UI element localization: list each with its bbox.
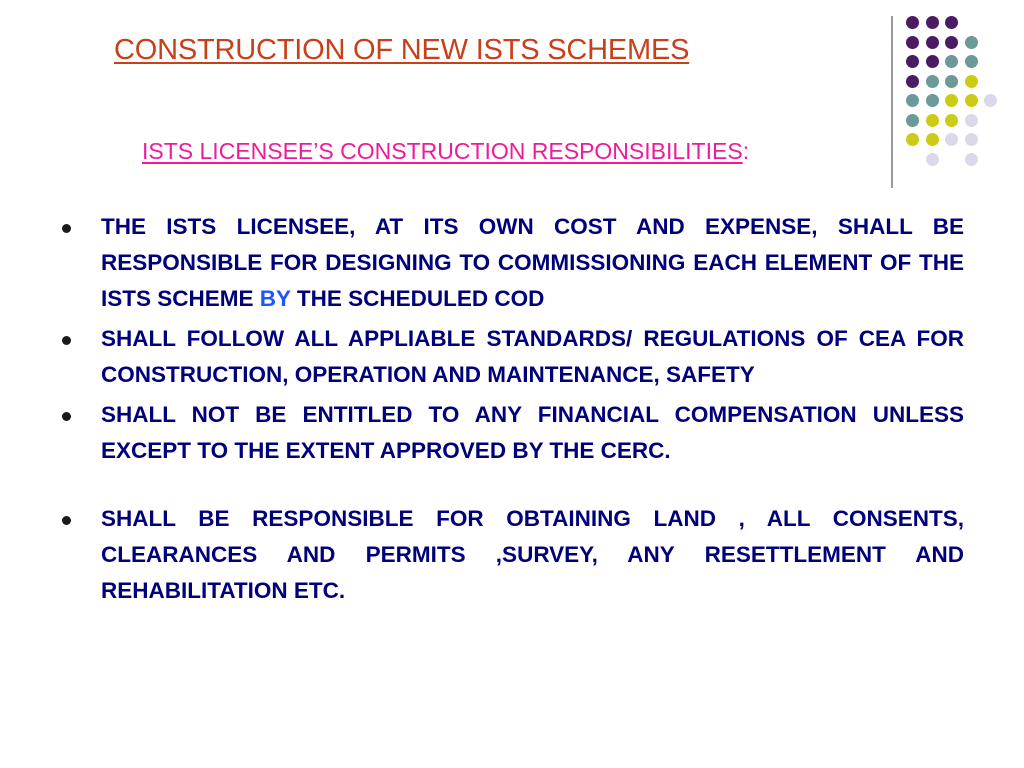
decorative-dot [965,114,978,127]
decorative-dot [945,114,958,127]
bullet-item [62,321,964,393]
bullet-item [62,397,964,469]
bullet-list [62,209,964,613]
decorative-dot [926,75,939,88]
subtitle-text: ISTS LICENSEE’S CONSTRUCTION RESPONSIBILITIES [142,138,743,164]
decorative-dot [965,94,978,107]
decorative-dot [926,133,939,146]
bullet-tail: THE SCHEDULED COD [296,286,545,311]
bullet-marker-icon [62,516,71,525]
decorative-dot [926,16,939,29]
decorative-dot [926,55,939,68]
decorative-dot [965,133,978,146]
decorative-dot [945,16,958,29]
decorative-dot [906,36,919,49]
decorative-dot [984,94,997,107]
slide-subtitle [142,138,749,165]
divider-line [891,16,893,188]
bullet-marker-icon [62,412,71,421]
slide-title: CONSTRUCTION OF NEW ISTS SCHEMES [114,34,690,66]
decorative-dot [906,75,919,88]
decorative-dot [945,75,958,88]
bullet-text: SHALL NOT BE ENTITLED TO ANY FINANCIAL COMPENSATION UNLESS EXCEPT TO THE EXTENT APPROVED BY THE CERC. [101,402,964,463]
decorative-dot-grid-icon [906,16,1018,166]
decorative-dot [906,16,919,29]
bullet-marker-icon [62,224,71,233]
decorative-dot [945,36,958,49]
decorative-dot [965,36,978,49]
bullet-item [62,209,964,317]
decorative-dot [906,55,919,68]
decorative-dot [945,94,958,107]
bullet-marker-icon [62,336,71,345]
decorative-dot [965,75,978,88]
bullet-item [62,501,964,609]
decorative-dot [926,36,939,49]
decorative-dot [906,94,919,107]
bullet-text: SHALL FOLLOW ALL APPLIABLE STANDARDS/ REGULATIONS OF CEA FOR CONSTRUCTION, OPERATION AND MAINTENANCE, SAFETY [101,326,964,387]
decorative-dot [926,153,939,166]
bullet-text: SHALL BE RESPONSIBLE FOR OBTAINING LAND , ALL CONSENTS, CLEARANCES AND PERMITS ,SURVEY, ANY RESETTLEMENT AND REHABILITATION ETC. [101,506,964,603]
decorative-dot [945,55,958,68]
decorative-dot [926,114,939,127]
bullet-highlight: BY [259,286,291,311]
bullet-text: THE ISTS LICENSEE, AT ITS OWN COST AND EXPENSE, SHALL BE RESPONSIBLE FOR DESIGNING TO COMMISSIONING EACH ELEMENT OF THE ISTS SCHEME [101,214,964,311]
decorative-dot [965,55,978,68]
decorative-dot [906,114,919,127]
decorative-dot [945,133,958,146]
decorative-dot [926,94,939,107]
decorative-dot [965,153,978,166]
subtitle-colon: : [742,138,750,164]
decorative-dot [906,133,919,146]
